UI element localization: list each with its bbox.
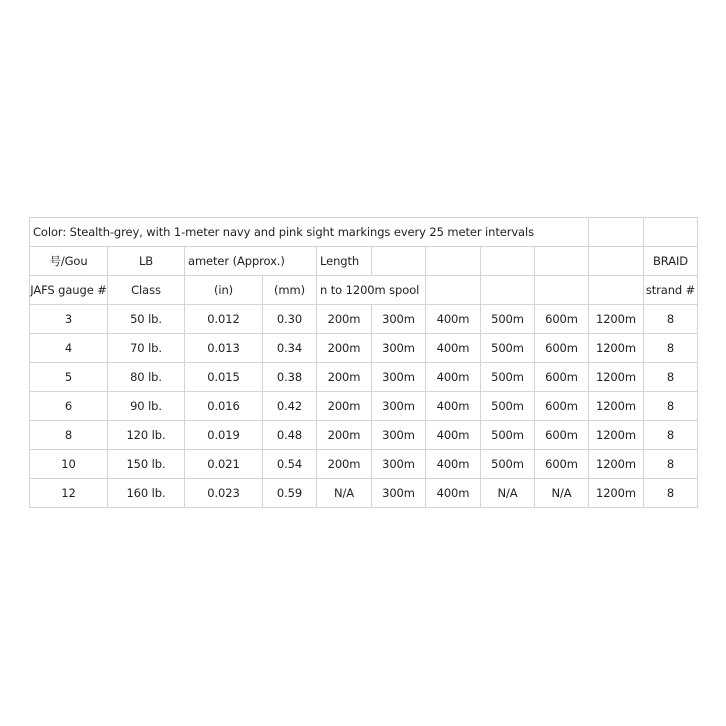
length-300m-cell: 300m (372, 392, 426, 421)
empty-cell (372, 247, 426, 276)
strand-cell: 8 (644, 450, 698, 479)
length-300m-cell: 300m (372, 479, 426, 508)
class-cell: 80 lb. (108, 363, 185, 392)
gauge-cell: 4 (30, 334, 108, 363)
diameter-in-cell: 0.013 (185, 334, 263, 363)
title-row (30, 218, 698, 247)
class-cell: 120 lb. (108, 421, 185, 450)
diameter-mm-cell: 0.42 (263, 392, 317, 421)
diameter-header: ameter (Approx.) (185, 247, 317, 276)
diameter-in-cell: 0.019 (185, 421, 263, 450)
length-1200m-cell: 1200m (589, 421, 644, 450)
inch-header: (in) (185, 276, 263, 305)
length-200m-cell: 200m (317, 334, 372, 363)
diameter-in-cell: 0.023 (185, 479, 263, 508)
diameter-in-cell: 0.012 (185, 305, 263, 334)
length-300m-cell: 300m (372, 421, 426, 450)
length-600m-cell: 600m (535, 421, 589, 450)
length-600m-cell: 600m (535, 392, 589, 421)
length-400m-cell: 400m (426, 450, 481, 479)
diameter-mm-cell: 0.48 (263, 421, 317, 450)
header-row-1 (30, 247, 698, 276)
diameter-mm-cell: 0.54 (263, 450, 317, 479)
table-row (30, 334, 698, 363)
length-200m-cell: N/A (317, 479, 372, 508)
length-600m-cell: N/A (535, 479, 589, 508)
lb-header: LB (108, 247, 185, 276)
length-200m-cell: 200m (317, 363, 372, 392)
length-200m-cell: 200m (317, 450, 372, 479)
length-400m-cell: 400m (426, 305, 481, 334)
table-row (30, 305, 698, 334)
length-500m-cell: 500m (481, 363, 535, 392)
class-cell: 90 lb. (108, 392, 185, 421)
line-spec-table (29, 217, 698, 508)
table-row (30, 479, 698, 508)
length-500m-cell: 500m (481, 334, 535, 363)
empty-cell (589, 276, 644, 305)
strand-cell: 8 (644, 479, 698, 508)
table-row (30, 450, 698, 479)
length-header: Length (317, 247, 372, 276)
length-1200m-cell: 1200m (589, 450, 644, 479)
table-row (30, 392, 698, 421)
class-cell: 70 lb. (108, 334, 185, 363)
strand-cell: 8 (644, 305, 698, 334)
empty-cell (426, 276, 481, 305)
length-200m-cell: 200m (317, 392, 372, 421)
class-header: Class (108, 276, 185, 305)
length-1200m-cell: 1200m (589, 392, 644, 421)
class-cell: 160 lb. (108, 479, 185, 508)
length-500m-cell: 500m (481, 305, 535, 334)
gauge-cell: 12 (30, 479, 108, 508)
length-500m-cell: 500m (481, 450, 535, 479)
strand-header: strand # (644, 276, 698, 305)
color-description: Color: Stealth-grey, with 1-meter navy and pink sight markings every 25 meter intervals (30, 218, 589, 247)
length-400m-cell: 400m (426, 421, 481, 450)
length-300m-cell: 300m (372, 363, 426, 392)
mm-header: (mm) (263, 276, 317, 305)
diameter-in-cell: 0.015 (185, 363, 263, 392)
length-300m-cell: 300m (372, 305, 426, 334)
length-400m-cell: 400m (426, 479, 481, 508)
length-400m-cell: 400m (426, 392, 481, 421)
length-1200m-cell: 1200m (589, 305, 644, 334)
length-600m-cell: 600m (535, 450, 589, 479)
length-1200m-cell: 1200m (589, 363, 644, 392)
strand-cell: 8 (644, 392, 698, 421)
length-1200m-cell: 1200m (589, 334, 644, 363)
strand-cell: 8 (644, 334, 698, 363)
diameter-mm-cell: 0.34 (263, 334, 317, 363)
length-200m-cell: 200m (317, 421, 372, 450)
length-500m-cell: N/A (481, 479, 535, 508)
empty-cell (535, 276, 589, 305)
empty-cell (535, 247, 589, 276)
gauge-cell: 5 (30, 363, 108, 392)
length-1200m-cell: 1200m (589, 479, 644, 508)
gauge-header: 号/Gou (30, 247, 108, 276)
strand-cell: 8 (644, 421, 698, 450)
gauge-cell: 6 (30, 392, 108, 421)
class-cell: 50 lb. (108, 305, 185, 334)
diameter-mm-cell: 0.59 (263, 479, 317, 508)
header-row-2 (30, 276, 698, 305)
jafs-gauge-header: JAFS gauge # (30, 276, 108, 305)
length-600m-cell: 600m (535, 363, 589, 392)
diameter-mm-cell: 0.30 (263, 305, 317, 334)
gauge-cell: 3 (30, 305, 108, 334)
gauge-cell: 10 (30, 450, 108, 479)
strand-cell: 8 (644, 363, 698, 392)
length-500m-cell: 500m (481, 392, 535, 421)
length-200m-cell: 200m (317, 305, 372, 334)
diameter-mm-cell: 0.38 (263, 363, 317, 392)
empty-cell (589, 247, 644, 276)
empty-cell (589, 218, 644, 247)
class-cell: 150 lb. (108, 450, 185, 479)
empty-cell (644, 218, 698, 247)
diameter-in-cell: 0.016 (185, 392, 263, 421)
gauge-cell: 8 (30, 421, 108, 450)
spool-header: n to 1200m spool (317, 276, 426, 305)
table-row (30, 421, 698, 450)
empty-cell (426, 247, 481, 276)
length-400m-cell: 400m (426, 363, 481, 392)
empty-cell (481, 247, 535, 276)
length-600m-cell: 600m (535, 334, 589, 363)
length-300m-cell: 300m (372, 450, 426, 479)
diameter-in-cell: 0.021 (185, 450, 263, 479)
table-row (30, 363, 698, 392)
braid-header: BRAID (644, 247, 698, 276)
length-300m-cell: 300m (372, 334, 426, 363)
empty-cell (481, 276, 535, 305)
length-500m-cell: 500m (481, 421, 535, 450)
length-400m-cell: 400m (426, 334, 481, 363)
length-600m-cell: 600m (535, 305, 589, 334)
